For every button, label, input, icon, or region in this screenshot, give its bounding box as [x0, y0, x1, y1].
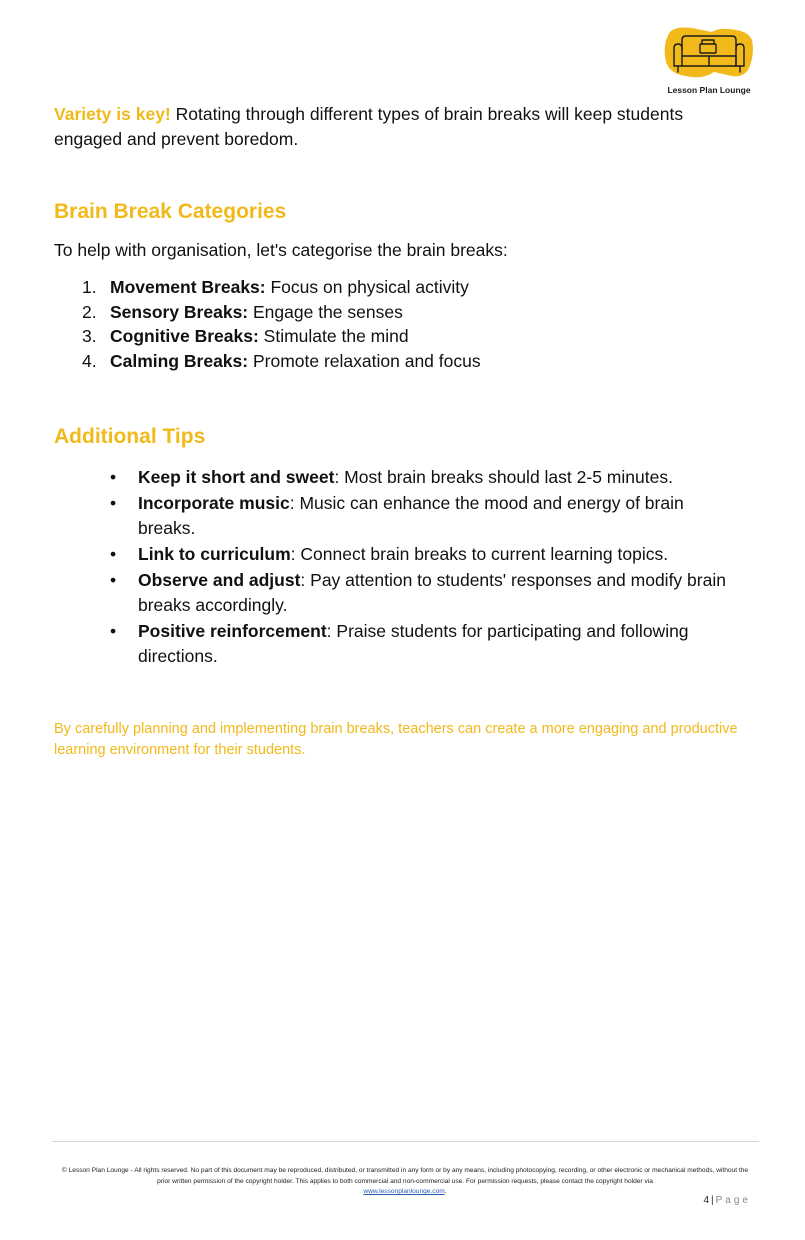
- link-suffix: .: [444, 1188, 447, 1195]
- bullet-icon: •: [110, 544, 117, 564]
- page-number: [703, 1195, 751, 1206]
- category-title: Sensory Breaks:: [110, 301, 249, 322]
- categories-intro: To help with organisation, let's categorise the brain breaks:: [54, 240, 508, 260]
- category-desc: Engage the senses: [248, 301, 403, 322]
- category-desc: Promote relaxation and focus: [248, 350, 481, 371]
- bullet-icon: •: [110, 493, 117, 513]
- list-item: [54, 542, 744, 567]
- website-link[interactable]: www.lessonplanlounge.com: [363, 1188, 445, 1195]
- copyright-text: © Lesson Plan Lounge - All rights reserved. No part of this document may be reproduced, distributed, or transmitted in any form or by any means, including photocopying, recording, or other electronic or mechanical methods, without the prior written permission of the copyright holder. This applies to both commercial and non-commercial use. For permission requests, please contact the copyright holder via: [61, 1167, 749, 1185]
- tip-desc: : Music can enhance the mood and energy of brain breaks.: [138, 493, 684, 538]
- tip-title: Positive reinforcement: [138, 621, 327, 641]
- tip-desc: : Praise students for participating and following directions.: [138, 621, 689, 666]
- tip-title: Incorporate music: [138, 493, 290, 513]
- list-item: [54, 568, 744, 618]
- list-item: [54, 324, 744, 349]
- brand-name: Lesson Plan Lounge: [667, 85, 751, 95]
- bullet-icon: •: [110, 621, 117, 641]
- list-item: [54, 619, 744, 669]
- brand-logo: [662, 26, 756, 98]
- list-item: [54, 465, 744, 490]
- tip-title: Link to curriculum: [138, 544, 291, 564]
- footer-divider: [52, 1141, 759, 1142]
- list-item: [54, 491, 744, 541]
- category-desc: Focus on physical activity: [265, 277, 469, 297]
- tips-list: [54, 465, 744, 669]
- tip-desc: : Most brain breaks should last 2-5 minutes.: [334, 467, 673, 487]
- list-item: [54, 349, 744, 374]
- bullet-icon: •: [110, 467, 117, 487]
- page-number-value: 4: [703, 1195, 710, 1206]
- categories-list: [54, 275, 744, 373]
- list-item: [54, 300, 744, 325]
- tip-title: Observe and adjust: [138, 570, 301, 590]
- tip-desc: : Connect brain breaks to current learning topics.: [290, 544, 669, 564]
- intro-lead: Variety is key!: [54, 104, 171, 124]
- categories-heading: Brain Break Categories: [54, 200, 287, 223]
- closing-paragraph: By carefully planning and implementing brain breaks, teachers can create a more engaging and productive learning environment for their students.: [54, 721, 738, 758]
- category-title: Cognitive Breaks:: [110, 326, 259, 346]
- tips-heading: Additional Tips: [54, 425, 206, 448]
- bullet-icon: •: [110, 570, 117, 590]
- sofa-logo-icon: [662, 26, 756, 84]
- category-title: Calming Breaks:: [110, 350, 249, 371]
- list-item: [54, 275, 744, 300]
- list-number: 3.: [82, 326, 97, 346]
- page-content: [54, 102, 744, 761]
- category-desc: Stimulate the mind: [258, 326, 409, 346]
- list-number: 4.: [82, 350, 97, 371]
- intro-text: Rotating through different types of brain breaks will keep students engaged and prevent boredom.: [54, 104, 684, 149]
- footer-copyright: [60, 1166, 750, 1198]
- list-number: 1.: [82, 277, 97, 297]
- tip-desc: : Pay attention to students' responses and modify brain breaks accordingly.: [138, 570, 726, 615]
- page-word: Page: [715, 1195, 751, 1206]
- tip-title: Keep it short and sweet: [138, 467, 335, 487]
- page-separator: |: [711, 1195, 714, 1206]
- intro-paragraph: [54, 102, 744, 152]
- category-title: Movement Breaks:: [110, 277, 266, 297]
- list-number: 2.: [82, 301, 97, 322]
